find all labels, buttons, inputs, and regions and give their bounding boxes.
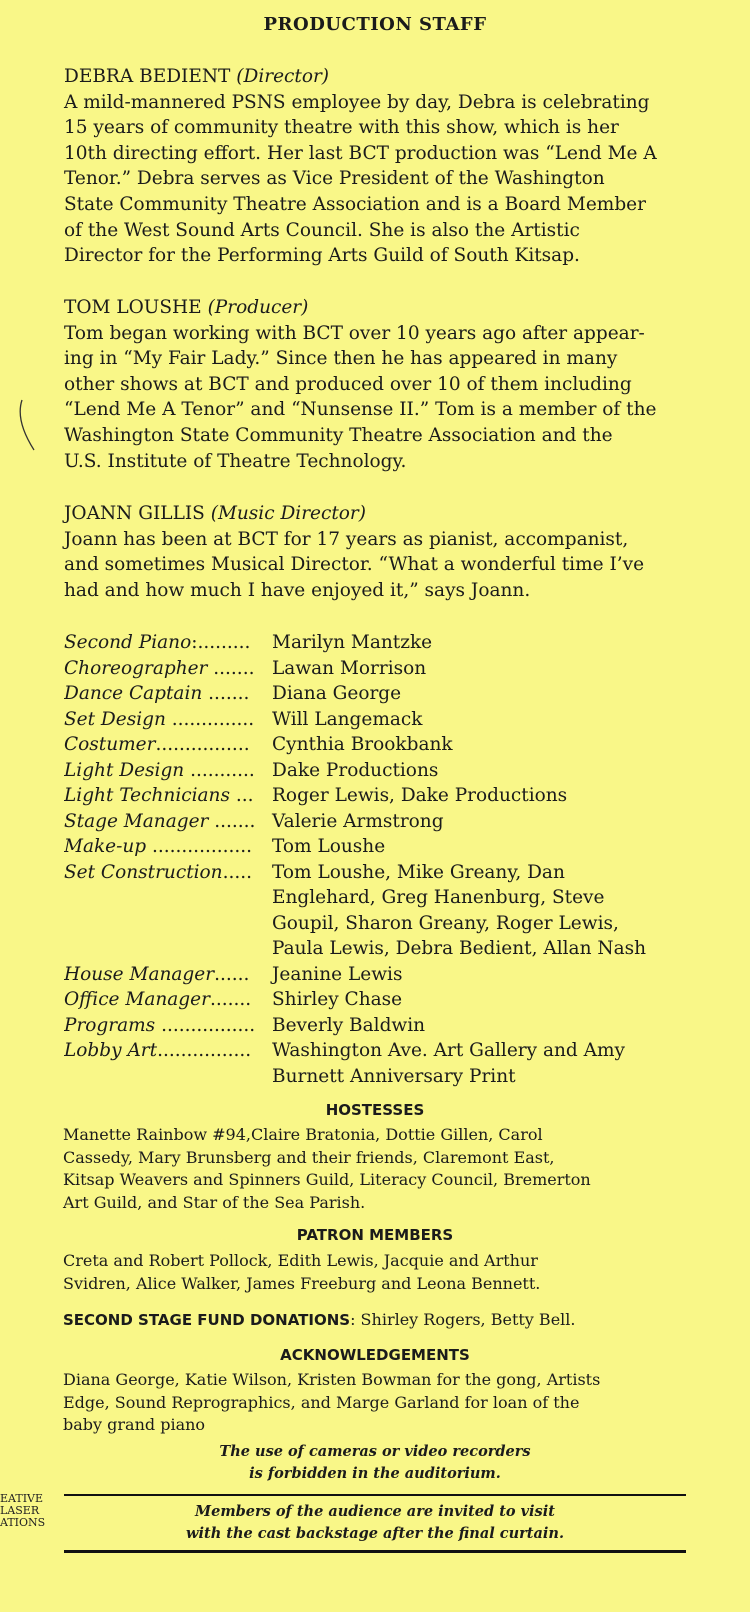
page-title: PRODUCTION STAFF [263,14,487,35]
credit-row [64,630,704,656]
leader-dots: ....... [209,989,252,1010]
leader-dots: ..... [222,861,253,883]
bio-line: State Community Theatre Association and is a Board Member [64,193,646,215]
credit-role-cell [64,1038,272,1089]
credit-role: Light Technicians [64,785,230,806]
credit-names [272,656,692,682]
notice-line: The use of cameras or video recorders [219,1443,531,1460]
hostesses-heading: HOSTESSES [325,1101,425,1119]
bio-line: Tom began working with BCT over 10 years ago after appear- [64,322,645,344]
bio-name: DEBRA BEDIENT [64,66,231,87]
credit-role: Light Design [64,759,185,781]
bio-line: and sometimes Musical Director. “What a wonderful time I’ve [64,554,645,576]
credit-role: Set Construction [64,861,223,883]
credit-name-line: Dake Productions [272,759,439,781]
credit-names [272,1038,692,1089]
bio-role: (Director) [236,66,330,87]
bio-name: TOM LOUSHE [64,297,202,318]
credit-role: Lobby Art [64,1040,158,1061]
credit-role-cell [64,1013,272,1039]
credit-name-line: Will Langemack [272,708,423,730]
bio-heading [64,501,696,527]
bio-line: Tenor.” Debra serves as Vice President of the Washington [64,168,605,190]
credit-role-cell [64,758,272,784]
backstage-notice [0,1501,750,1545]
credit-role: Dance Captain [64,683,203,704]
bio-line: other shows at BCT and produced over 10 of them including [64,373,632,395]
bio-role: (Music Director) [210,503,366,524]
bio-heading [64,295,696,321]
credit-role: Costumer [64,734,156,755]
credit-role-cell [64,834,272,860]
credit-row [64,860,704,962]
leader-dots: ................ [155,734,250,755]
credit-name-line: Lawan Morrison [272,657,427,679]
credit-row [64,707,704,733]
bio-line: of the West Sound Arts Council. She is also the Artistic [64,219,580,241]
margin-mark-icon [16,398,38,454]
credit-role: House Manager [64,963,215,985]
credit-name-line: Paula Lewis, Debra Bedient, Allan Nash [272,938,647,959]
credits-list [64,630,704,1089]
patrons-line: Creta and Robert Pollock, Edith Lewis, Jacquie and Arthur [63,1251,538,1270]
divider-top [64,1494,686,1496]
second-stage-heading: SECOND STAGE FUND DONATIONS [63,1311,351,1329]
credit-row [64,681,704,707]
credit-role-cell [64,987,272,1013]
credit-row [64,987,704,1013]
credit-name-line: Diana George [272,683,402,704]
patrons-text [63,1250,695,1295]
credit-role: Programs [64,1014,156,1036]
edge-line: EATIVE [0,1492,44,1505]
credit-names [272,732,692,758]
leader-dots: ................ [157,1040,252,1061]
credit-row [64,732,704,758]
leader-dots: ....... [208,810,256,832]
credit-name-line: Burnett Anniversary Print [272,1065,516,1087]
credit-name-line: Englehard, Greg Hanenburg, Steve [272,887,605,908]
leader-dots: ........... [184,759,255,781]
leader-dots: ....... [207,657,255,679]
hostesses-line: Kitsap Weavers and Spinners Guild, Literacy Council, Bremerton [63,1170,591,1189]
credit-role-cell [64,681,272,707]
second-stage-text: : Shirley Rogers, Betty Bell. [350,1310,576,1329]
credit-row [64,758,704,784]
bio-line: ing in “My Fair Lady.” Since then he has appeared in many [64,348,618,370]
leader-dots: ... [229,785,254,806]
second-stage-donations [63,1309,695,1332]
notice-line: is forbidden in the auditorium. [249,1465,501,1482]
credit-role-cell [64,732,272,758]
credit-row [64,834,704,860]
leader-dots: ...... [214,963,250,985]
credit-names [272,962,692,988]
bio-joann-gillis [64,501,696,603]
credit-role-cell [64,783,272,809]
bio-line: Director for the Performing Arts Guild of South Kitsap. [64,245,580,267]
credit-role: Choreographer [64,657,208,679]
credit-row [64,809,704,835]
divider-bottom [64,1550,686,1553]
credit-name-line: Cynthia Brookbank [272,734,453,755]
credit-name-line: Goupil, Sharon Greany, Roger Lewis, [272,912,619,934]
bio-line: U.S. Institute of Theatre Technology. [64,450,407,472]
credit-role-cell [64,630,272,656]
leader-dots: ....... [202,683,250,704]
edge-line: ATIONS [0,1516,46,1529]
credit-name-line: Roger Lewis, Dake Productions [272,785,568,806]
acknowledgements-text [63,1369,695,1437]
credit-role-cell [64,809,272,835]
credit-name-line: Valerie Armstrong [272,810,444,832]
edge-line: LASER [0,1504,40,1517]
bio-tom-loushe [64,295,696,474]
leader-dots: .............. [165,708,255,730]
patrons-heading: PATRON MEMBERS [296,1226,454,1244]
credit-name-line: Shirley Chase [272,989,403,1010]
credit-role: Stage Manager [64,810,209,832]
credit-row [64,656,704,682]
bio-line: Washington State Community Theatre Association and the [64,424,613,446]
bio-line: 15 years of community theatre with this show, which is her [64,117,619,139]
credit-names [272,1013,692,1039]
credit-names [272,758,692,784]
credit-role: Office Manager [64,989,210,1010]
hostesses-line: Cassedy, Mary Brunsberg and their friends, Claremont East, [63,1147,555,1167]
credit-names [272,783,692,809]
credit-name-line: Marilyn Mantzke [272,632,433,653]
leader-dots: ................ [155,1014,256,1036]
credit-role: Second Piano [64,632,192,653]
credit-row [64,1013,704,1039]
credit-name-line: Tom Loushe [272,836,386,857]
acknowledgements-line: Edge, Sound Reprographics, and Marge Garland for loan of the [63,1392,580,1412]
camera-notice [0,1441,750,1485]
credit-name-line: Jeanine Lewis [272,963,403,985]
hostesses-text [63,1124,695,1214]
bio-line: Joann has been at BCT for 17 years as pianist, accompanist, [64,528,629,550]
credit-row [64,783,704,809]
acknowledgements-line: Diana George, Katie Wilson, Kristen Bowman for the gong, Artists [63,1370,601,1389]
credit-names [272,707,692,733]
credit-role: Set Design [64,708,166,730]
credit-name-line: Tom Loushe, Mike Greany, Dan [272,861,565,883]
credit-role-cell [64,962,272,988]
hostesses-line: Manette Rainbow #94,Claire Bratonia, Dottie Gillen, Carol [63,1125,543,1144]
credit-names [272,630,692,656]
bio-heading [64,64,696,90]
credit-role: Make-up [64,836,147,857]
bio-line: “Lend Me A Tenor” and “Nunsense II.” Tom is a member of the [64,399,657,421]
credit-role-cell [64,707,272,733]
credit-names [272,809,692,835]
bio-line: had and how much I have enjoyed it,” says Joann. [64,579,531,601]
leader-dots: :......... [191,632,251,653]
notice-line: Members of the audience are invited to visit [195,1503,555,1520]
hostesses-line: Art Guild, and Star of the Sea Parish. [63,1192,366,1212]
acknowledgements-heading: ACKNOWLEDGEMENTS [280,1346,470,1364]
cropped-edge-text [0,1493,45,1529]
credit-names [272,987,692,1013]
credit-name-line: Beverly Baldwin [272,1014,426,1036]
credit-name-line: Washington Ave. Art Gallery and Amy [272,1040,625,1061]
notice-line: with the cast backstage after the final curtain. [186,1525,564,1542]
bio-role: (Producer) [207,297,309,318]
acknowledgements-line: baby grand piano [63,1415,206,1434]
credit-names [272,860,692,962]
credit-row [64,1038,704,1089]
bio-name: JOANN GILLIS [64,503,205,524]
bio-line: A mild-mannered PSNS employee by day, Debra is celebrating [64,91,650,113]
credit-role-cell [64,860,272,962]
leader-dots: ................. [146,836,252,857]
patrons-line: Svidren, Alice Walker, James Freeburg and Leona Bennett. [63,1273,541,1293]
credit-names [272,834,692,860]
bio-debra-bedient [64,64,696,269]
credit-names [272,681,692,707]
bio-line: 10th directing effort. Her last BCT production was “Lend Me A [64,142,657,164]
credit-role-cell [64,656,272,682]
credit-row [64,962,704,988]
